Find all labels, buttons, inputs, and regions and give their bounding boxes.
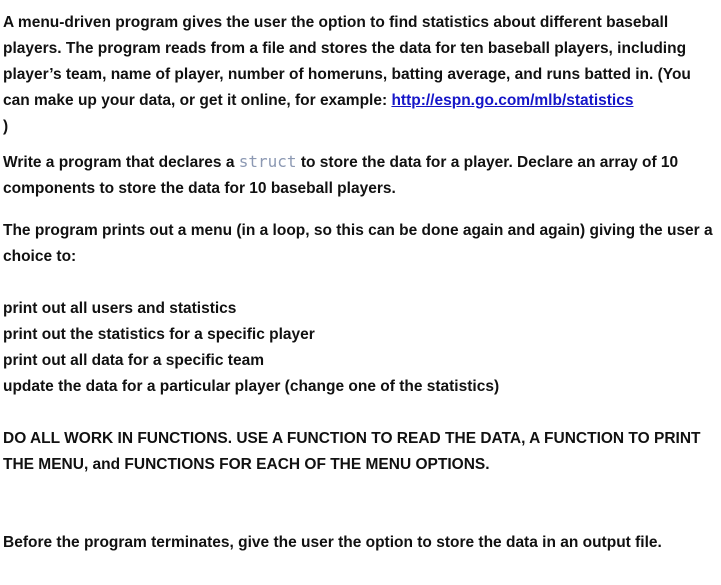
struct-text-after: to store the data for a player. Declare an array of 10 components to store the data for 10 baseball players. [3, 154, 679, 197]
functions-instruction-paragraph: DO ALL WORK IN FUNCTIONS. USE A FUNCTION TO READ THE DATA, A FUNCTION TO PRINT THE MENU, and FUNCTIONS FOR EACH OF THE MENU OPTIONS. [3, 430, 701, 473]
output-file-paragraph: Before the program terminates, give the user the option to store the data in an output file. [3, 534, 662, 551]
struct-text-before: Write a program that declares a [3, 154, 239, 171]
menu-option-item: print out the statistics for a specific player [3, 326, 315, 343]
document-body [3, 10, 719, 556]
menu-options-list [3, 296, 719, 400]
struct-paragraph [3, 149, 719, 202]
espn-statistics-link[interactable]: http://espn.go.com/mlb/statistics [391, 92, 634, 109]
menu-option-item: print out all users and statistics [3, 300, 237, 317]
struct-keyword: struct [238, 152, 297, 171]
intro-closing-paren: ) [3, 118, 9, 135]
menu-option-item: update the data for a particular player (change one of the statistics) [3, 378, 500, 395]
intro-text: A menu-driven program gives the user the option to find statistics about different baseball players. The program reads from a file and stores the data for ten baseball players, including player’s team, name of player, number of homeruns, batting average, and runs batted in. (You can make up your data, or get it online, for example: [3, 14, 691, 109]
intro-paragraph [3, 10, 719, 140]
menu-description-paragraph: The program prints out a menu (in a loop, so this can be done again and again) giving the user a choice to: [3, 222, 713, 265]
menu-option-item: print out all data for a specific team [3, 352, 264, 369]
